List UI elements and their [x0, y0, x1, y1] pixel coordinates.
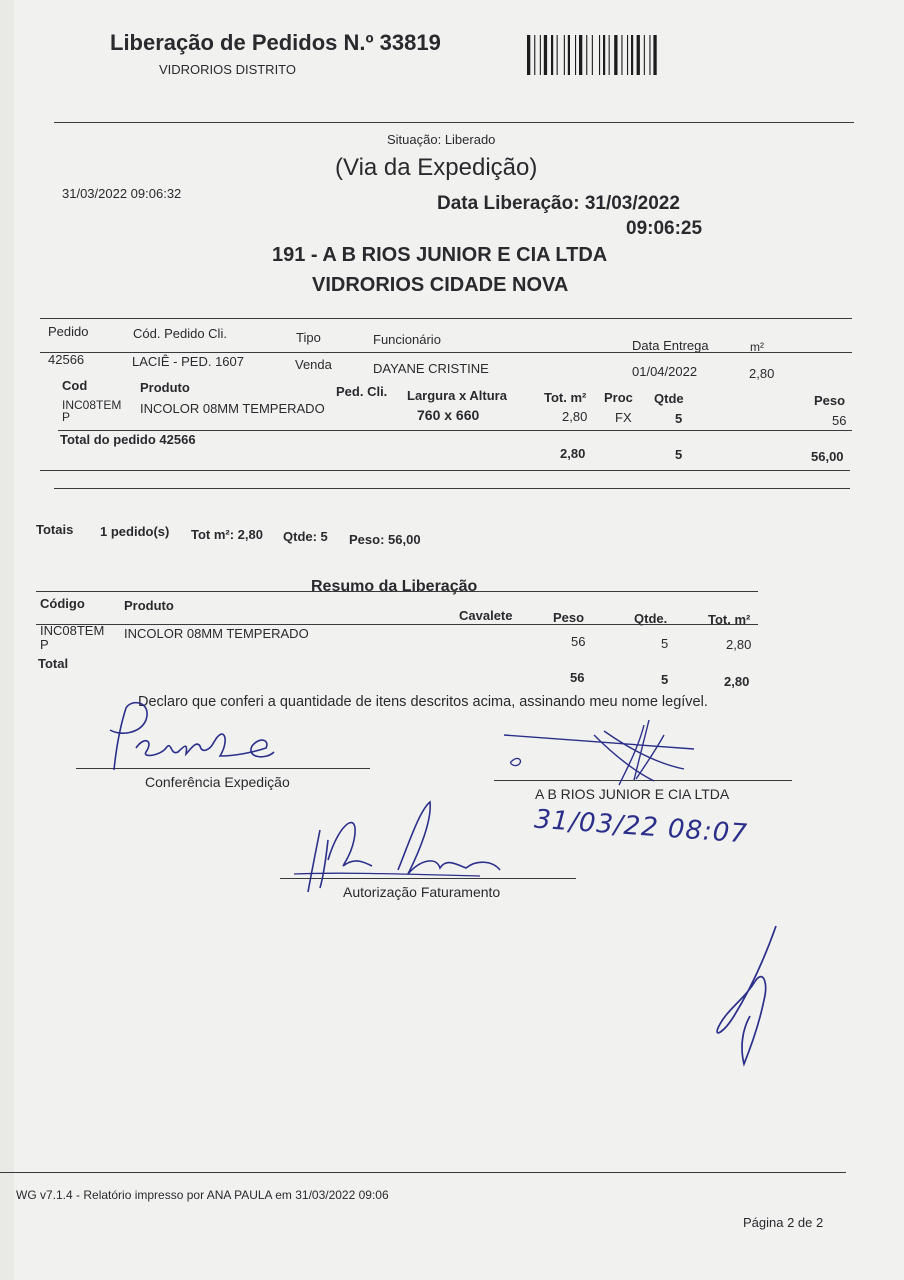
col-header-funcionario: Funcionário [373, 332, 441, 347]
autorizacao-label: Autorização Faturamento [343, 884, 501, 900]
order-total-peso: 56,00 [811, 449, 844, 464]
print-datetime: 31/03/2022 09:06:32 [62, 186, 182, 201]
order-total-rule [58, 430, 852, 431]
summary-title: Resumo da Liberação [311, 578, 478, 595]
barcode-bar [575, 35, 576, 75]
summary-total-label: Total [38, 656, 69, 671]
via-label: (Via da Expedição) [335, 154, 538, 181]
barcode [527, 35, 683, 75]
barcode-bar [557, 35, 558, 75]
release-time: 09:06:25 [626, 218, 703, 239]
order-header-rule [40, 352, 852, 353]
footer-printed-by: WG v7.1.4 - Relatório impresso por ANA PAULA em 31/03/2022 09:06 [16, 1188, 389, 1202]
order-table-top-rule [40, 318, 852, 319]
barcode-bar [534, 35, 535, 75]
summary-qtde: 5 [661, 636, 669, 651]
client-name: 191 - A B RIOS JUNIOR E CIA LTDA [272, 244, 608, 266]
order-type: Venda [295, 357, 332, 372]
summary-header-codigo: Código [40, 596, 85, 611]
order-total-m2: 2,80 [560, 446, 586, 461]
barcode-bar [621, 35, 622, 75]
barcode-bar [637, 35, 640, 75]
barcode-bar [614, 35, 617, 75]
barcode-bar [644, 35, 645, 75]
order-delivery-date: 01/04/2022 [632, 364, 698, 379]
item-header-peso: Peso [814, 393, 846, 408]
item-header-qtde: Qtde [654, 391, 684, 406]
summary-product: INCOLOR 08MM TEMPERADO [124, 626, 309, 641]
item-tot-m2: 2,80 [562, 409, 588, 424]
order-total-label: Total do pedido 42566 [60, 432, 196, 447]
totals-m2: Tot m²: 2,80 [191, 527, 263, 542]
release-date: Data Liberação: 31/03/2022 [437, 193, 680, 214]
order-total-qtde: 5 [675, 447, 683, 462]
conferencia-signature [74, 700, 294, 775]
summary-header-cavalete: Cavalete [459, 608, 513, 623]
barcode-bar [592, 35, 593, 75]
item-product: INCOLOR 08MM TEMPERADO [140, 401, 325, 416]
totals-pedidos: 1 pedido(s) [100, 524, 170, 539]
item-header-proc: Proc [604, 390, 633, 405]
item-header-largura-altura: Largura x Altura [407, 388, 507, 403]
client-signature [494, 705, 714, 805]
barcode-bar [579, 35, 582, 75]
footer-rule [0, 1172, 846, 1173]
document-title: Liberação de Pedidos N.º 33819 [110, 30, 441, 55]
item-dimensions: 760 x 660 [417, 407, 480, 423]
col-header-pedido: Pedido [48, 324, 89, 339]
summary-header-tot-m2: Tot. m² [708, 612, 751, 627]
initials-signature [694, 920, 794, 1070]
totals-peso: Peso: 56,00 [349, 532, 421, 547]
col-header-tipo: Tipo [296, 330, 321, 345]
col-header-m2: m² [750, 340, 764, 354]
item-header-cod: Cod [62, 378, 88, 393]
totals-label: Totais [36, 522, 74, 537]
col-header-data-entrega: Data Entrega [632, 338, 709, 353]
conferencia-label: Conferência Expedição [145, 774, 290, 790]
summary-top-rule [36, 591, 758, 592]
order-table-bottom-rule-2 [54, 488, 850, 489]
item-qtde: 5 [675, 411, 683, 426]
barcode-bar [609, 35, 610, 75]
item-code-line1: INC08TEM [62, 398, 122, 412]
barcode-bar [653, 35, 656, 75]
summary-header-produto: Produto [124, 598, 174, 613]
col-header-cod-pedido-cli: Cód. Pedido Cli. [133, 326, 227, 341]
order-number: 42566 [48, 352, 85, 367]
item-header-tot-m2: Tot. m² [544, 390, 587, 405]
status-text: Situação: Liberado [387, 132, 496, 147]
company-name: VIDRORIOS DISTRITO [159, 62, 296, 77]
summary-tot-m2: 2,80 [726, 637, 752, 652]
client-branch: VIDRORIOS CIDADE NOVA [312, 274, 569, 296]
summary-code-line2: P [40, 637, 49, 652]
item-code-line2: P [62, 410, 71, 424]
item-header-produto: Produto [140, 380, 190, 395]
barcode-bar [586, 35, 587, 75]
barcode-bar [527, 35, 530, 75]
handwritten-date: 31/03/22 08:07 [533, 804, 749, 850]
item-peso: 56 [832, 413, 847, 428]
barcode-bar [568, 35, 570, 75]
summary-header-qtde: Qtde. [634, 611, 668, 626]
barcode-bar [599, 35, 600, 75]
barcode-bar [540, 35, 541, 75]
summary-total-m2: 2,80 [724, 674, 750, 689]
barcode-bar [649, 35, 650, 75]
barcode-bar [631, 35, 633, 75]
document-page [14, 0, 904, 1280]
client-signature-label: A B RIOS JUNIOR E CIA LTDA [535, 786, 730, 802]
summary-peso: 56 [571, 634, 586, 649]
order-employee: DAYANE CRISTINE [373, 361, 489, 376]
barcode-bar [603, 35, 605, 75]
order-client-code: LACIÊ - PED. 1607 [132, 354, 244, 369]
barcode-bar [551, 35, 553, 75]
summary-code-line1: INC08TEM [40, 623, 105, 638]
totals-qtde: Qtde: 5 [283, 529, 328, 544]
summary-total-peso: 56 [570, 670, 585, 685]
order-m2: 2,80 [749, 366, 775, 381]
barcode-bar [564, 35, 565, 75]
barcode-bar [627, 35, 628, 75]
header-divider [54, 122, 854, 123]
summary-header-peso: Peso [553, 610, 585, 625]
declaration-text: Declaro que conferi a quantidade de itens descritos acima, assinando meu nome legível. [138, 694, 708, 710]
summary-header-rule [36, 624, 758, 625]
summary-total-qtde: 5 [661, 672, 669, 687]
autorizacao-signature [280, 800, 520, 905]
order-table-bottom-rule-1 [40, 470, 850, 471]
item-proc: FX [615, 410, 632, 425]
barcode-bar [544, 35, 547, 75]
item-header-ped-cli: Ped. Cli. [336, 384, 388, 399]
footer-page-number: Página 2 de 2 [743, 1215, 824, 1230]
